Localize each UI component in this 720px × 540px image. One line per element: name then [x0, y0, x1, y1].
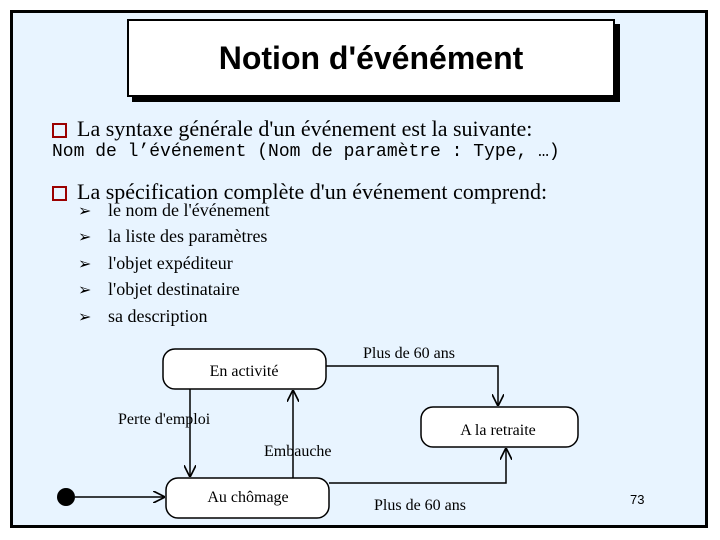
list-item-text: l'objet destinataire — [108, 279, 240, 300]
arrow-bullet-icon: ➢ — [78, 280, 92, 300]
arrow-bullet-icon: ➢ — [78, 306, 92, 326]
list-item-text: le nom de l'événement — [108, 199, 270, 220]
transition-activite-retraite-arrow — [326, 366, 498, 405]
bullet-specification-text: La spécification complète d'un événement comprend: — [77, 179, 548, 204]
list-item-text: l'objet expéditeur — [108, 252, 233, 273]
transition-activite-retraite-label: Plus de 60 ans — [363, 345, 455, 362]
state-au-chomage-label: Au chômage — [207, 489, 289, 506]
transition-embauche-label: Embauche — [264, 443, 332, 460]
arrow-bullet-icon: ➢ — [78, 227, 92, 247]
bullet-syntax-text: La syntaxe générale d'un événement est la suivante: — [77, 116, 533, 141]
list-item-text: la liste des paramètres — [108, 226, 268, 247]
transition-chomage-retraite-arrow — [329, 449, 506, 483]
list-item-text: sa description — [108, 305, 208, 326]
state-en-activite-label: En activité — [209, 363, 279, 380]
state-a-la-retraite-label: A la retraite — [460, 422, 536, 439]
transition-chomage-retraite-label: Plus de 60 ans — [374, 497, 466, 514]
transition-perte-emploi-label: Perte d'emploi — [118, 411, 211, 428]
page-number: 73 — [630, 492, 645, 507]
page-title: Notion d'événément — [218, 39, 524, 76]
arrow-bullet-icon: ➢ — [78, 253, 92, 273]
arrow-bullet-icon: ➢ — [78, 200, 92, 220]
initial-state-dot — [57, 488, 75, 506]
syntax-line: Nom de l’événement (Nom de paramètre : Type, …) — [52, 142, 560, 162]
